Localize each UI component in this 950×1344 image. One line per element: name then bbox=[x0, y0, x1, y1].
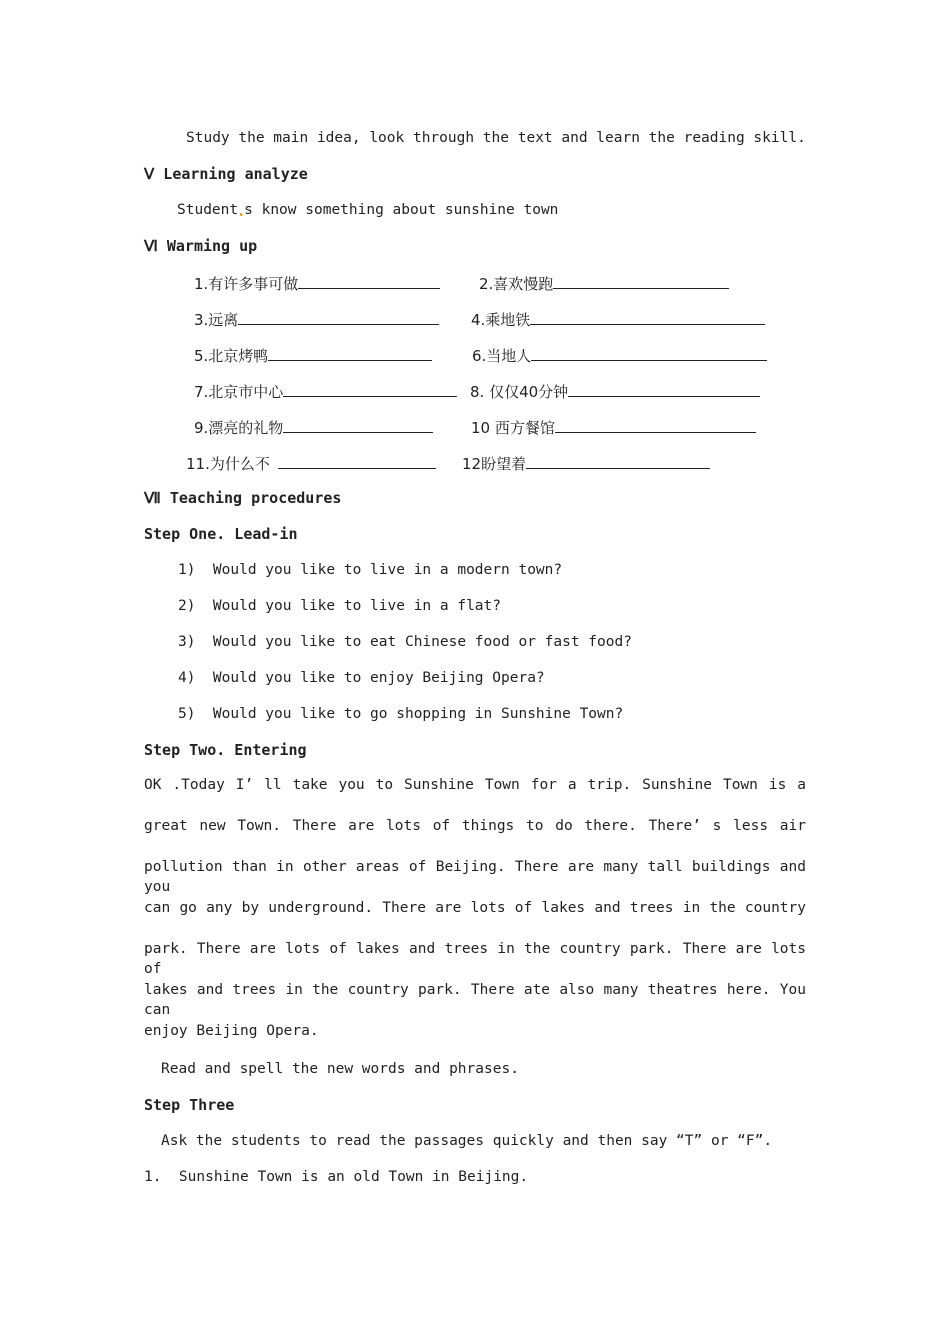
warmup-label: 7.北京市中心 bbox=[194, 383, 284, 401]
paragraph-line: can go any by underground. There are lots of lakes and trees in the country bbox=[144, 900, 806, 916]
answer-blank[interactable] bbox=[298, 272, 440, 289]
answer-blank[interactable] bbox=[555, 416, 756, 433]
paragraph-line: lakes and trees in the country park. There ate also many theatres here. You can bbox=[144, 982, 806, 1018]
answer-blank[interactable] bbox=[268, 344, 432, 361]
stray-dot-mark: • bbox=[238, 209, 245, 221]
paragraph-line: park. There are lots of lakes and trees in the country park. There are lots of bbox=[144, 941, 806, 977]
warmup-item-11 bbox=[186, 452, 436, 474]
lead-in-question: 4) Would you like to enjoy Beijing Opera? bbox=[178, 670, 545, 686]
warmup-item-8 bbox=[470, 380, 760, 402]
warmup-label: 3.远离 bbox=[194, 311, 239, 329]
warmup-item-3 bbox=[194, 308, 439, 330]
warmup-label: 5.北京烤鸭 bbox=[194, 347, 269, 365]
warmup-item-4 bbox=[471, 308, 765, 330]
answer-blank[interactable] bbox=[553, 272, 729, 289]
section-5-heading: Ⅴ Learning analyze bbox=[144, 165, 308, 183]
paragraph-line: pollution than in other areas of Beijing. There are many tall buildings and you bbox=[144, 859, 806, 895]
paragraph-line: enjoy Beijing Opera. bbox=[144, 1023, 319, 1039]
warmup-label: 4.乘地铁 bbox=[471, 311, 531, 329]
answer-blank[interactable] bbox=[531, 344, 767, 361]
warmup-label: 11.为什么不 bbox=[186, 455, 270, 473]
lead-in-question: 1) Would you like to live in a modern town? bbox=[178, 562, 563, 578]
warmup-item-7 bbox=[194, 380, 457, 402]
paragraph-line: OK .Today I’ ll take you to Sunshine Town for a trip. Sunshine Town is a bbox=[144, 777, 806, 793]
section-6-heading: Ⅵ Warming up bbox=[144, 237, 258, 255]
section-5-text-part-a: Student bbox=[177, 202, 239, 218]
answer-blank[interactable] bbox=[283, 380, 457, 397]
step-three-heading: Step Three bbox=[144, 1096, 235, 1114]
lead-in-question: 5) Would you like to go shopping in Sunshine Town? bbox=[178, 706, 624, 722]
answer-blank[interactable] bbox=[568, 380, 760, 397]
warmup-label: 9.漂亮的礼物 bbox=[194, 419, 284, 437]
warmup-label: 2.喜欢慢跑 bbox=[479, 275, 554, 293]
warmup-item-5 bbox=[194, 344, 432, 366]
answer-blank[interactable] bbox=[283, 416, 433, 433]
answer-blank[interactable] bbox=[278, 452, 436, 469]
section-5-text bbox=[177, 200, 558, 226]
answer-blank[interactable] bbox=[530, 308, 765, 325]
section-5-text-part-b: s know something about sunshine town bbox=[244, 202, 559, 218]
true-false-statement: 1. Sunshine Town is an old Town in Beijing. bbox=[144, 1169, 529, 1185]
step-three-instruction: Ask the students to read the passages quickly and then say “T” or “F”. bbox=[161, 1133, 773, 1149]
intro-line: Study the main idea, look through the text and learn the reading skill. bbox=[186, 130, 806, 146]
warmup-item-12 bbox=[462, 452, 710, 474]
warmup-item-6 bbox=[472, 344, 767, 366]
paragraph-line: great new Town. There are lots of things to do there. There’ s less air bbox=[144, 818, 806, 834]
warmup-item-9 bbox=[194, 416, 433, 438]
lead-in-question: 3) Would you like to eat Chinese food or fast food? bbox=[178, 634, 632, 650]
warmup-label: 12盼望着 bbox=[462, 455, 527, 473]
warmup-label: 6.当地人 bbox=[472, 347, 532, 365]
answer-blank[interactable] bbox=[526, 452, 710, 469]
warmup-label: 1.有许多事可做 bbox=[194, 275, 299, 293]
entering-paragraph bbox=[144, 775, 806, 1062]
warmup-item-2 bbox=[479, 272, 729, 294]
lead-in-question: 2) Would you like to live in a flat? bbox=[178, 598, 502, 614]
warmup-label: 8. 仅仅40分钟 bbox=[470, 383, 569, 401]
warmup-item-10 bbox=[471, 416, 756, 438]
step-two-heading: Step Two. Entering bbox=[144, 741, 307, 759]
warmup-item-1 bbox=[194, 272, 440, 294]
read-and-spell-line: Read and spell the new words and phrases. bbox=[161, 1061, 519, 1077]
section-7-heading: Ⅶ Teaching procedures bbox=[144, 489, 342, 507]
step-one-heading: Step One. Lead-in bbox=[144, 525, 298, 543]
answer-blank[interactable] bbox=[238, 308, 439, 325]
warmup-label: 10 西方餐馆 bbox=[471, 419, 555, 437]
